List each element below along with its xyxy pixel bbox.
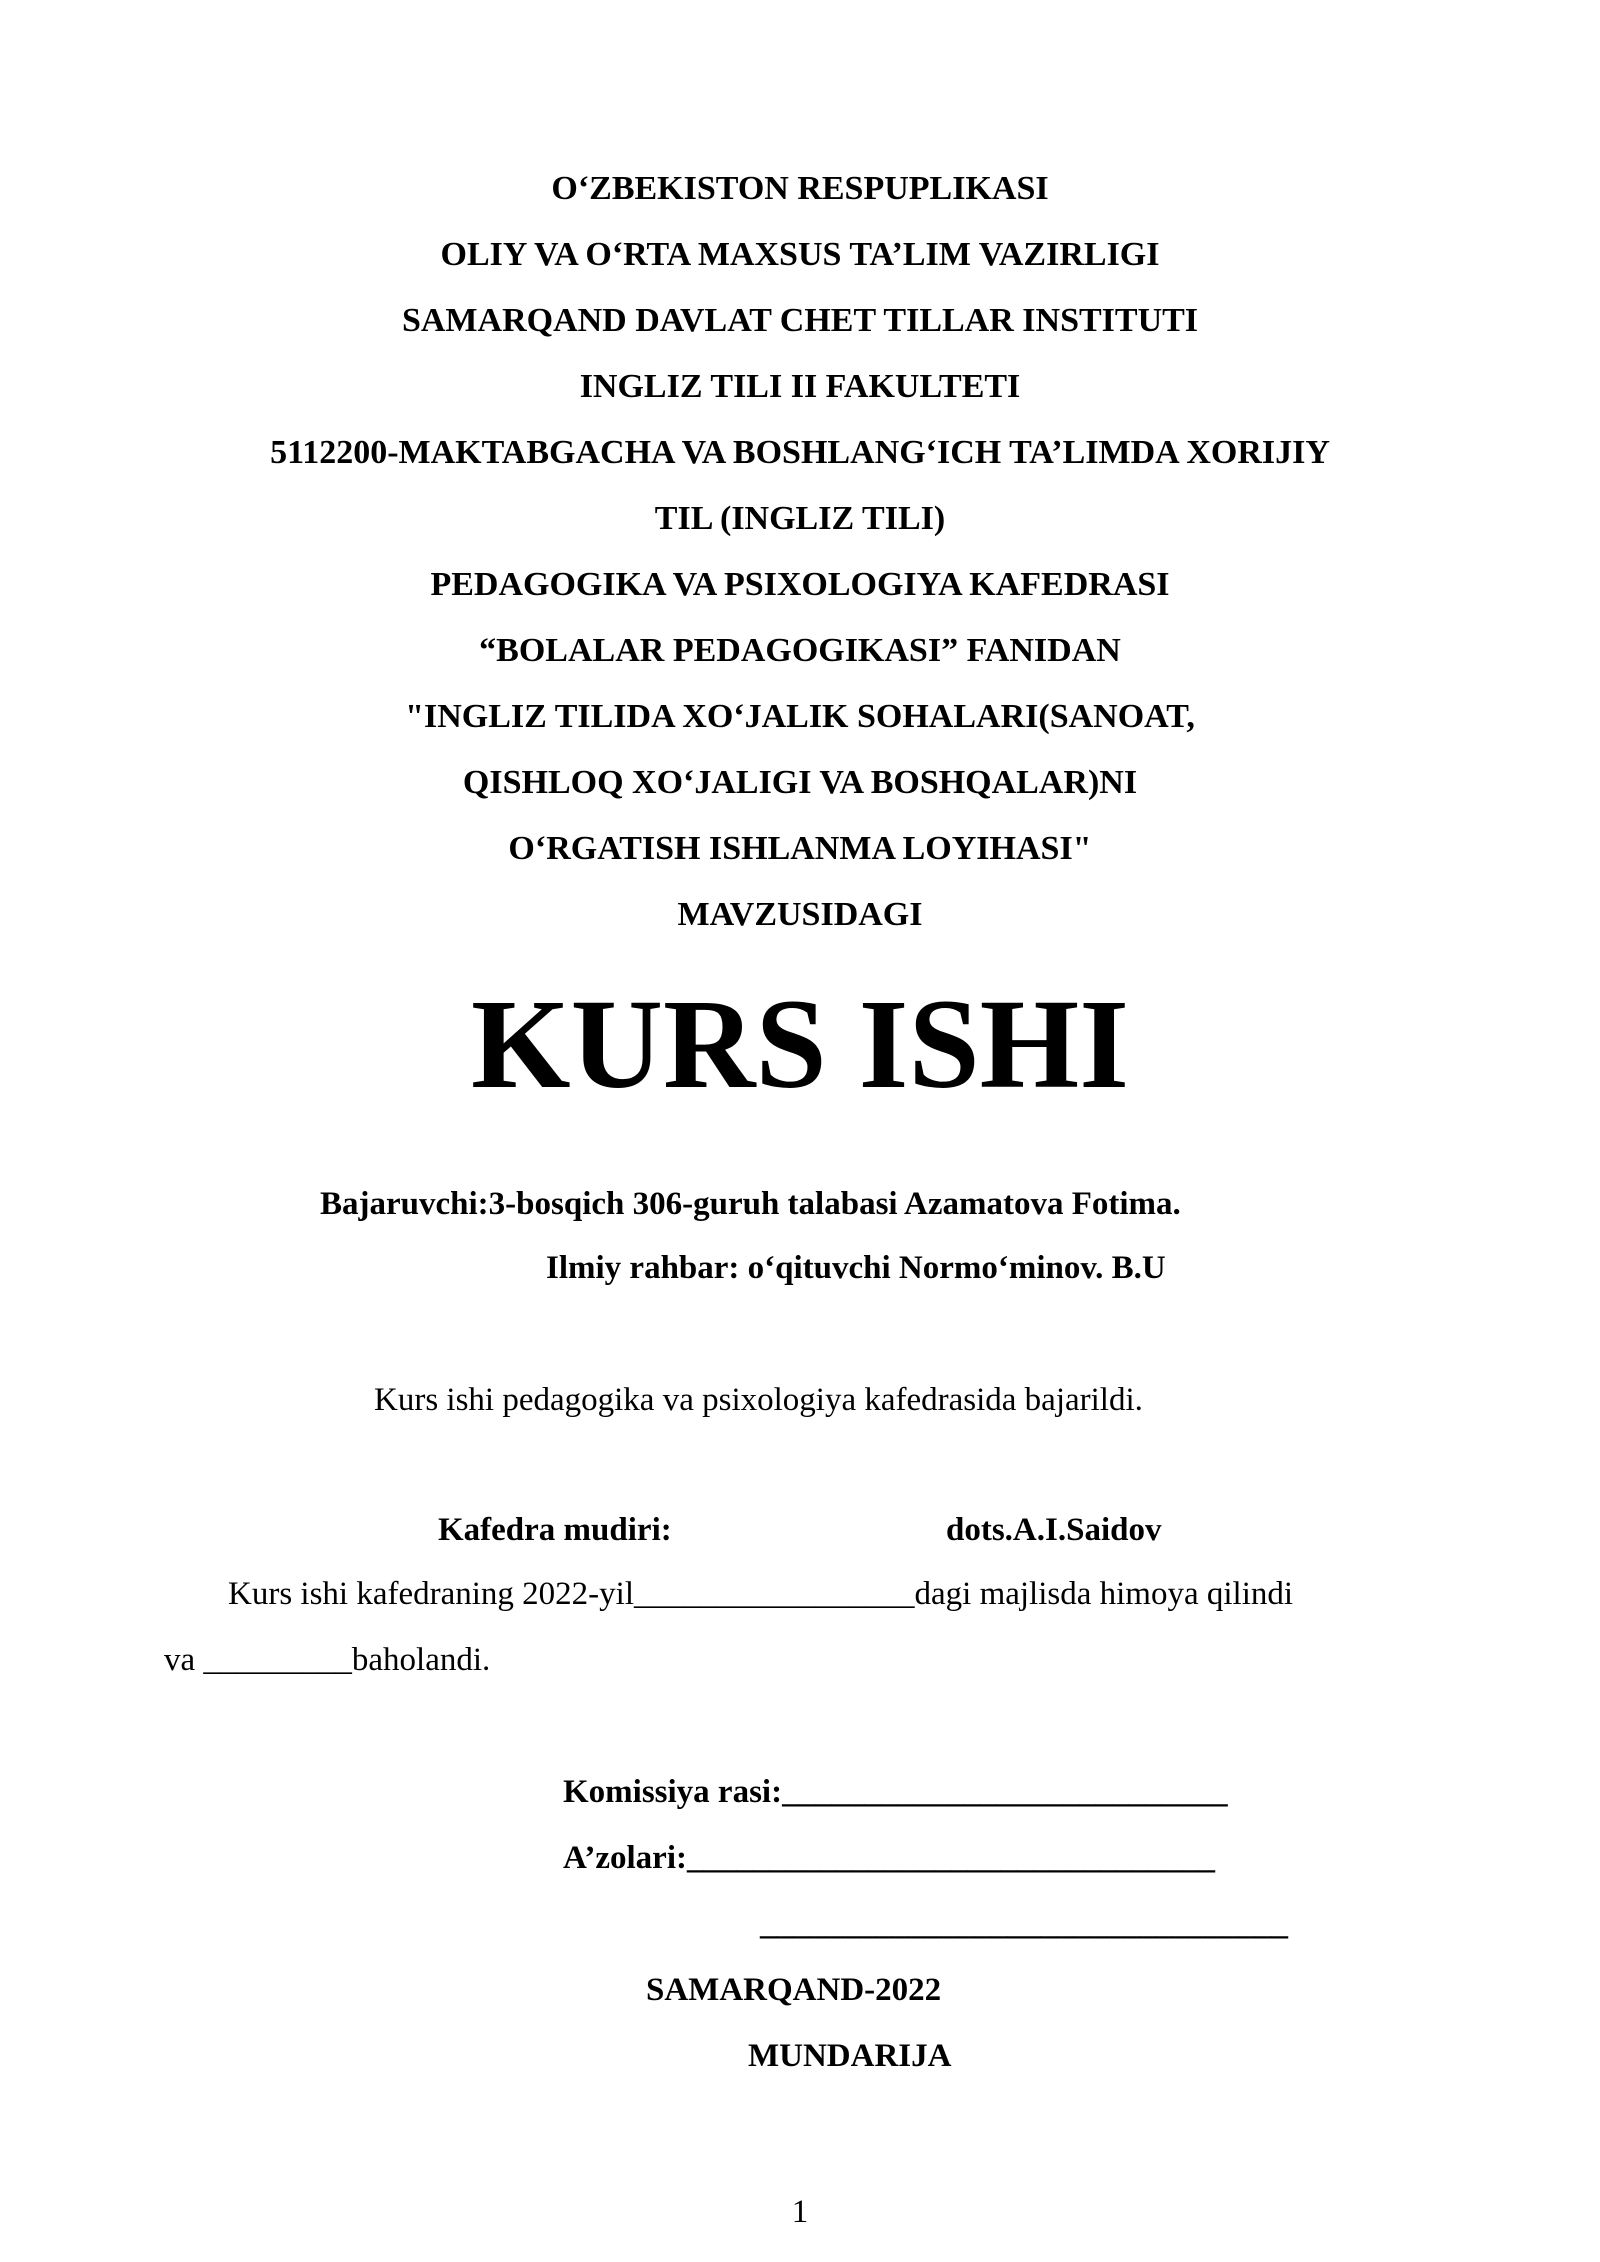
completion-note: Kurs ishi pedagogika va psixologiya kafedrasida bajarildi. (374, 1382, 1143, 1418)
city-year: SAMARQAND-2022 (646, 1972, 942, 2008)
document-title: KURS ISHI (471, 973, 1129, 1115)
header-specialty-cont: TIL (INGLIZ TILI) (654, 500, 946, 537)
commission-chair-line: Komissiya rasi:___________________________ (563, 1774, 1228, 1810)
header-topic-1: "INGLIZ TILIDA XO‘JALIK SOHALARI(SANOAT, (405, 698, 1195, 735)
header-topic-2: QISHLOQ XO‘JALIGI VA BOSHQALAR)NI (462, 764, 1138, 801)
header-topic-suffix: MAVZUSIDAGI (677, 896, 923, 933)
author-line: Bajaruvchi:3-bosqich 306-guruh talabasi Azamatova Fotima. (320, 1186, 1181, 1222)
header-ministry: OLIY VA O‘RTA MAXSUS TA’LIM VAZIRLIGI (440, 236, 1160, 273)
header-country: O‘ZBEKISTON RESPUPLIKASI (551, 170, 1049, 207)
supervisor-line: Ilmiy rahbar: o‘qituvchi Normo‘minov. B.U (546, 1250, 1166, 1286)
page-number: 1 (791, 2194, 809, 2230)
commission-extra-line: ________________________________ (760, 1906, 1288, 1942)
header-institute: SAMARQAND DAVLAT CHET TILLAR INSTITUTI (401, 302, 1199, 339)
header-department: PEDAGOGIKA VA PSIXOLOGIYA KAFEDRASI (430, 566, 1170, 603)
head-of-dept-name: dots.A.I.Saidov (946, 1512, 1162, 1548)
header-subject: “BOLALAR PEDAGOGIKASI” FANIDAN (479, 632, 1121, 669)
header-specialty: 5112200-MAKTABGACHA VA BOSHLANG‘ICH TA’LIMDA XORIJIY (270, 434, 1330, 471)
commission-members-line: A’zolari:________________________________ (563, 1840, 1215, 1876)
head-of-dept-label: Kafedra mudiri: (438, 1512, 672, 1548)
defense-line-1: Kurs ishi kafedraning 2022-yil_________________dagi majlisda himoya qilindi (228, 1576, 1294, 1612)
header-faculty: INGLIZ TILI II FAKULTETI (579, 368, 1021, 405)
header-topic-3: O‘RGATISH ISHLANMA LOYIHASI" (508, 830, 1092, 867)
contents-heading: MUNDARIJA (748, 2038, 952, 2074)
defense-line-2: va _________baholandi. (164, 1642, 491, 1678)
